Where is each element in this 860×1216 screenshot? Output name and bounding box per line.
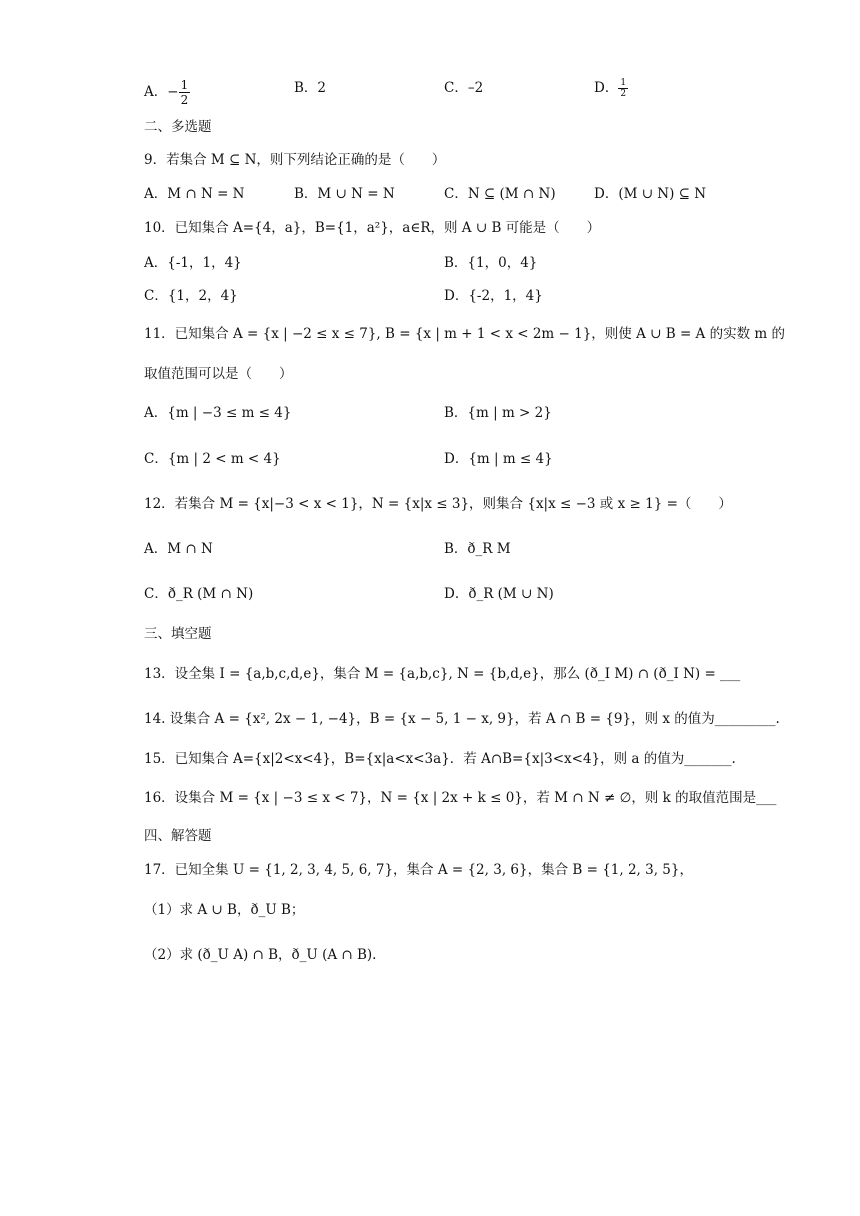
q12-option-b: B．ð_R M: [444, 541, 511, 557]
q8-option-c: C．–2: [444, 80, 484, 96]
q12-option-c: C．ð_R (M ∩ N): [144, 586, 254, 602]
denominator: 2: [180, 93, 189, 107]
q11-option-a: A．{m | −3 ≤ m ≤ 4}: [144, 405, 292, 421]
q9-stem: 9．若集合 M ⊆ N，则下列结论正确的是（ ）: [144, 152, 446, 168]
q14-text: 14. 设集合 A = {x², 2x − 1, −4}，B = {x − 5, 1 − x, 9}，若 A ∩ B = {9}，则 x 的值为_________.: [144, 711, 780, 727]
q9-option-a: A．M ∩ N = N: [144, 186, 245, 202]
q10-option-d: D．{-2，1，4}: [444, 288, 543, 304]
fraction: [179, 78, 191, 107]
q10-stem: 10．已知集合 A={4，a}，B={1，a²}，a∈R，则 A ∪ B 可能是（ ）: [144, 220, 601, 236]
q9-option-c: C．N ⊆ (M ∩ N): [444, 186, 556, 202]
denominator: 2: [620, 89, 627, 99]
q12-stem: 12．若集合 M = {x|−3 < x < 1}，N = {x|x ≤ 3}，则集合 {x|x ≤ −3 或 x ≥ 1} =（ ）: [144, 496, 732, 512]
q11-option-c: C．{m | 2 < m < 4}: [144, 451, 281, 467]
q15-text: 15．已知集合 A={x|2<x<4}，B={x|a<x<3a}．若 A∩B={x|3<x<4}，则 a 的值为_______.: [144, 751, 736, 767]
q17-stem: 17．已知全集 U = {1, 2, 3, 4, 5, 6, 7}，集合 A = {2, 3, 6}，集合 B = {1, 2, 3, 5}，: [144, 862, 693, 878]
q16-text: 16．设集合 M = {x | −3 ≤ x < 7}，N = {x | 2x + k ≤ 0}，若 M ∩ N ≠ ∅，则 k 的取值范围是___: [144, 790, 777, 806]
q17-part1: （1）求 A ∪ B，ð_U B；: [144, 902, 305, 918]
q9-option-b: B．M ∪ N = N: [294, 186, 395, 202]
q10-option-b: B．{1，0，4}: [444, 255, 538, 271]
q8-option-a: [144, 78, 190, 107]
q11-option-b: B．{m | m > 2}: [444, 405, 552, 421]
option-label: D．: [594, 80, 619, 96]
q13-text: 13．设全集 I = {a,b,c,d,e}，集合 M = {a,b,c}, N = {b,d,e}，那么 (ð_I M) ∩ (ð_I N) = ___: [144, 666, 741, 682]
section-heading-fill-in: 三、填空题: [144, 626, 212, 642]
q10-option-c: C．{1，2，4}: [144, 288, 238, 304]
q11-stem-line2: 取值范围可以是（ ）: [144, 366, 293, 382]
minus-sign: −: [167, 84, 179, 100]
q12-option-d: D．ð_R (M ∪ N): [444, 586, 554, 602]
section-heading-solutions: 四、解答题: [144, 828, 212, 844]
q10-option-a: A．{-1，1，4}: [144, 255, 242, 271]
numerator: 1: [620, 78, 627, 88]
q9-option-d: D．(M ∪ N) ⊆ N: [594, 186, 707, 202]
q17-part2: （2）求 (ð_U A) ∩ B，ð_U (A ∩ B).: [144, 947, 377, 963]
fraction: [618, 78, 628, 99]
option-label: A．: [144, 84, 168, 100]
q8-option-d: [594, 78, 628, 99]
numerator: 1: [180, 78, 189, 92]
q11-option-d: D．{m | m ≤ 4}: [444, 451, 553, 467]
q11-stem-line1: 11．已知集合 A = {x | −2 ≤ x ≤ 7}, B = {x | m + 1 < x < 2m − 1}，则使 A ∪ B = A 的实数 m 的: [144, 326, 785, 342]
section-heading-multi-choice: 二、多选题: [144, 119, 212, 135]
q8-option-b: B．2: [294, 80, 327, 96]
q12-option-a: A．M ∩ N: [144, 541, 213, 557]
